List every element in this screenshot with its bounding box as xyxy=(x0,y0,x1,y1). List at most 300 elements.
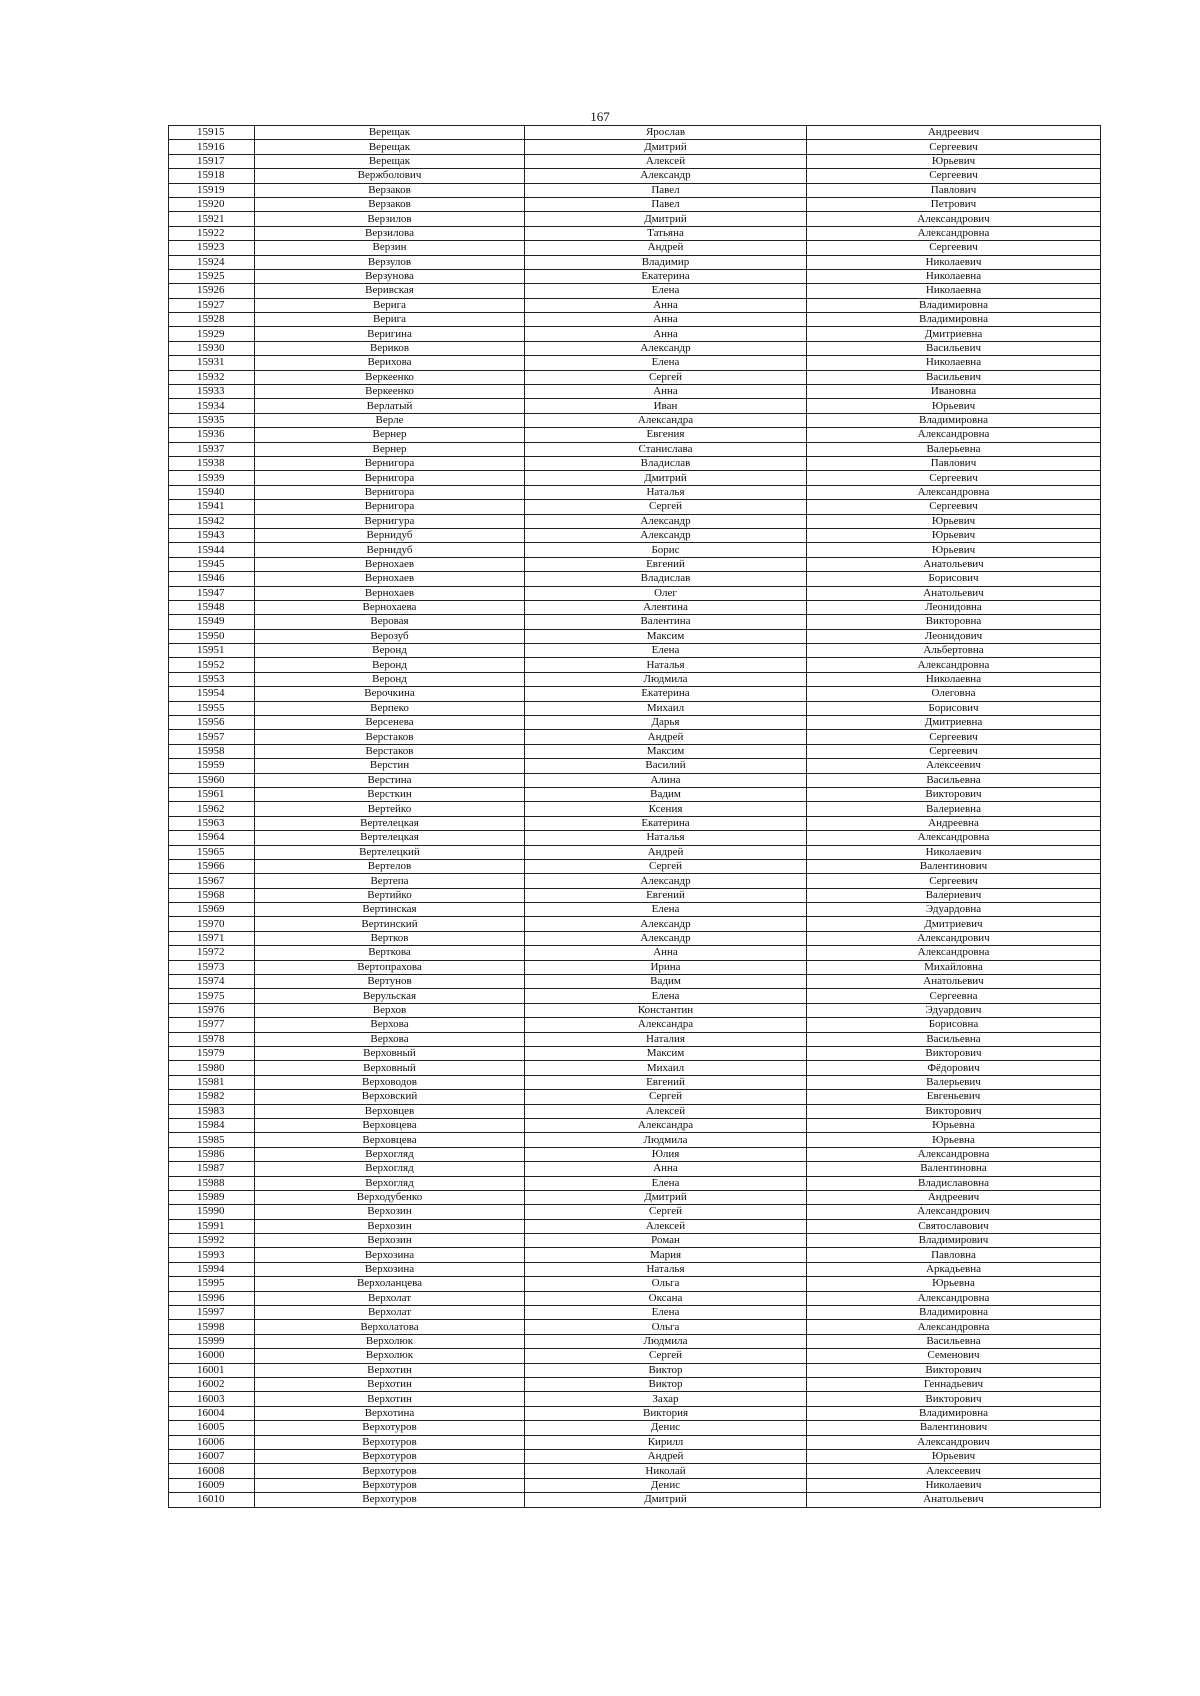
patronymic-cell: Семенович xyxy=(807,1349,1101,1363)
first-name-cell: Алевтина xyxy=(525,600,807,614)
patronymic-cell: Павлович xyxy=(807,456,1101,470)
surname-cell: Верходубенко xyxy=(255,1190,525,1204)
patronymic-cell: Александровна xyxy=(807,485,1101,499)
first-name-cell: Мария xyxy=(525,1248,807,1262)
row-number: 15937 xyxy=(169,442,255,456)
surname-cell: Верзин xyxy=(255,241,525,255)
first-name-cell: Людмила xyxy=(525,672,807,686)
first-name-cell: Сергей xyxy=(525,1090,807,1104)
first-name-cell: Михаил xyxy=(525,701,807,715)
surname-cell: Верзилов xyxy=(255,212,525,226)
surname-cell: Верстина xyxy=(255,773,525,787)
table-row xyxy=(169,1392,1101,1406)
patronymic-cell: Владиславовна xyxy=(807,1176,1101,1190)
table-row xyxy=(169,456,1101,470)
table-row xyxy=(169,1377,1101,1391)
table-row xyxy=(169,356,1101,370)
row-number: 15959 xyxy=(169,759,255,773)
surname-cell: Версткин xyxy=(255,787,525,801)
patronymic-cell: Викторович xyxy=(807,1363,1101,1377)
surname-cell: Верхолюк xyxy=(255,1349,525,1363)
first-name-cell: Олег xyxy=(525,586,807,600)
surname-cell: Вертелецкая xyxy=(255,816,525,830)
table-row xyxy=(169,154,1101,168)
table-row xyxy=(169,1219,1101,1233)
table-row xyxy=(169,773,1101,787)
first-name-cell: Виктор xyxy=(525,1377,807,1391)
first-name-cell: Виктор xyxy=(525,1363,807,1377)
row-number: 15967 xyxy=(169,874,255,888)
table-row xyxy=(169,385,1101,399)
row-number: 15947 xyxy=(169,586,255,600)
first-name-cell: Елена xyxy=(525,903,807,917)
table-row xyxy=(169,1306,1101,1320)
patronymic-cell: Анатольевич xyxy=(807,586,1101,600)
table-row xyxy=(169,1421,1101,1435)
row-number: 15998 xyxy=(169,1320,255,1334)
patronymic-cell: Валентинович xyxy=(807,1421,1101,1435)
patronymic-cell: Сергеевна xyxy=(807,989,1101,1003)
first-name-cell: Вадим xyxy=(525,787,807,801)
patronymic-cell: Николаевна xyxy=(807,356,1101,370)
table-row xyxy=(169,183,1101,197)
first-name-cell: Ярослав xyxy=(525,126,807,140)
row-number: 15920 xyxy=(169,197,255,211)
patronymic-cell: Сергеевич xyxy=(807,874,1101,888)
table-row xyxy=(169,169,1101,183)
patronymic-cell: Викторович xyxy=(807,1047,1101,1061)
patronymic-cell: Викторович xyxy=(807,1392,1101,1406)
first-name-cell: Роман xyxy=(525,1234,807,1248)
surname-cell: Веривская xyxy=(255,284,525,298)
row-number: 16006 xyxy=(169,1435,255,1449)
first-name-cell: Денис xyxy=(525,1421,807,1435)
row-number: 16009 xyxy=(169,1478,255,1492)
table-row xyxy=(169,140,1101,154)
table-row xyxy=(169,802,1101,816)
first-name-cell: Андрей xyxy=(525,730,807,744)
surname-cell: Вернигора xyxy=(255,485,525,499)
row-number: 15975 xyxy=(169,989,255,1003)
surname-cell: Вернохаева xyxy=(255,600,525,614)
surname-cell: Веркеенко xyxy=(255,385,525,399)
table-row xyxy=(169,658,1101,672)
patronymic-cell: Владимировна xyxy=(807,298,1101,312)
table-row xyxy=(169,975,1101,989)
table-row xyxy=(169,1118,1101,1132)
row-number: 15961 xyxy=(169,787,255,801)
table-row xyxy=(169,126,1101,140)
table-row xyxy=(169,759,1101,773)
patronymic-cell: Эдуардович xyxy=(807,1003,1101,1017)
surname-cell: Вертепа xyxy=(255,874,525,888)
patronymic-cell: Анатольевич xyxy=(807,1493,1101,1507)
first-name-cell: Андрей xyxy=(525,845,807,859)
table-row xyxy=(169,888,1101,902)
surname-cell: Вертопрахова xyxy=(255,960,525,974)
table-row xyxy=(169,1162,1101,1176)
first-name-cell: Николай xyxy=(525,1464,807,1478)
row-number: 15946 xyxy=(169,572,255,586)
patronymic-cell: Юрьевич xyxy=(807,154,1101,168)
table-row xyxy=(169,471,1101,485)
table-row xyxy=(169,1435,1101,1449)
first-name-cell: Александра xyxy=(525,1118,807,1132)
first-name-cell: Елена xyxy=(525,989,807,1003)
table-row xyxy=(169,1277,1101,1291)
surname-cell: Верзулов xyxy=(255,255,525,269)
table-row xyxy=(169,816,1101,830)
table-row xyxy=(169,399,1101,413)
row-number: 15993 xyxy=(169,1248,255,1262)
first-name-cell: Сергей xyxy=(525,1205,807,1219)
first-name-cell: Елена xyxy=(525,644,807,658)
row-number: 15949 xyxy=(169,615,255,629)
first-name-cell: Иван xyxy=(525,399,807,413)
patronymic-cell: Николаевич xyxy=(807,1478,1101,1492)
first-name-cell: Дмитрий xyxy=(525,140,807,154)
patronymic-cell: Александрович xyxy=(807,1435,1101,1449)
patronymic-cell: Владимировна xyxy=(807,1406,1101,1420)
first-name-cell: Людмила xyxy=(525,1334,807,1348)
row-number: 15951 xyxy=(169,644,255,658)
patronymic-cell: Николаевна xyxy=(807,672,1101,686)
table-row xyxy=(169,255,1101,269)
table-row xyxy=(169,1291,1101,1305)
first-name-cell: Елена xyxy=(525,1176,807,1190)
row-number: 15927 xyxy=(169,298,255,312)
row-number: 15948 xyxy=(169,600,255,614)
surname-cell: Верига xyxy=(255,313,525,327)
patronymic-cell: Викторовна xyxy=(807,615,1101,629)
table-row xyxy=(169,572,1101,586)
row-number: 15978 xyxy=(169,1032,255,1046)
row-number: 15971 xyxy=(169,931,255,945)
row-number: 15964 xyxy=(169,831,255,845)
table-row xyxy=(169,1061,1101,1075)
row-number: 15945 xyxy=(169,557,255,571)
row-number: 15925 xyxy=(169,269,255,283)
row-number: 15942 xyxy=(169,514,255,528)
first-name-cell: Елена xyxy=(525,284,807,298)
first-name-cell: Александр xyxy=(525,169,807,183)
table-row xyxy=(169,226,1101,240)
patronymic-cell: Альбертовна xyxy=(807,644,1101,658)
first-name-cell: Елена xyxy=(525,356,807,370)
row-number: 15974 xyxy=(169,975,255,989)
table-row xyxy=(169,586,1101,600)
row-number: 16005 xyxy=(169,1421,255,1435)
table-row xyxy=(169,341,1101,355)
table-row xyxy=(169,1449,1101,1463)
patronymic-cell: Сергеевич xyxy=(807,730,1101,744)
patronymic-cell: Александровна xyxy=(807,658,1101,672)
patronymic-cell: Олеговна xyxy=(807,687,1101,701)
row-number: 15933 xyxy=(169,385,255,399)
row-number: 15956 xyxy=(169,716,255,730)
surname-cell: Верхотин xyxy=(255,1377,525,1391)
table-row xyxy=(169,1205,1101,1219)
surname-cell: Верхотуров xyxy=(255,1493,525,1507)
row-number: 15932 xyxy=(169,370,255,384)
table-row xyxy=(169,1018,1101,1032)
first-name-cell: Евгения xyxy=(525,428,807,442)
surname-cell: Верхозина xyxy=(255,1262,525,1276)
surname-cell: Верозуб xyxy=(255,629,525,643)
table-row xyxy=(169,1047,1101,1061)
patronymic-cell: Валерьевич xyxy=(807,1075,1101,1089)
patronymic-cell: Викторович xyxy=(807,787,1101,801)
patronymic-cell: Михайловна xyxy=(807,960,1101,974)
surname-cell: Версенева xyxy=(255,716,525,730)
table-row xyxy=(169,730,1101,744)
surname-cell: Верховцев xyxy=(255,1104,525,1118)
register-table xyxy=(168,125,1101,1508)
row-number: 15919 xyxy=(169,183,255,197)
row-number: 15995 xyxy=(169,1277,255,1291)
table-row xyxy=(169,413,1101,427)
patronymic-cell: Александрович xyxy=(807,212,1101,226)
row-number: 15954 xyxy=(169,687,255,701)
first-name-cell: Александра xyxy=(525,413,807,427)
row-number: 15915 xyxy=(169,126,255,140)
patronymic-cell: Васильевна xyxy=(807,1334,1101,1348)
table-row xyxy=(169,557,1101,571)
surname-cell: Верхогляд xyxy=(255,1176,525,1190)
row-number: 15968 xyxy=(169,888,255,902)
first-name-cell: Александр xyxy=(525,917,807,931)
surname-cell: Верочкина xyxy=(255,687,525,701)
page-number: 167 xyxy=(590,109,610,124)
table-row xyxy=(169,543,1101,557)
first-name-cell: Александр xyxy=(525,931,807,945)
row-number: 16007 xyxy=(169,1449,255,1463)
table-row xyxy=(169,1406,1101,1420)
table-row xyxy=(169,644,1101,658)
table-row xyxy=(169,298,1101,312)
first-name-cell: Анна xyxy=(525,946,807,960)
patronymic-cell: Анатольевич xyxy=(807,975,1101,989)
surname-cell: Вертелов xyxy=(255,859,525,873)
table-row xyxy=(169,1147,1101,1161)
first-name-cell: Алексей xyxy=(525,1219,807,1233)
surname-cell: Верхотин xyxy=(255,1392,525,1406)
first-name-cell: Екатерина xyxy=(525,816,807,830)
row-number: 15917 xyxy=(169,154,255,168)
table-row xyxy=(169,269,1101,283)
first-name-cell: Дмитрий xyxy=(525,471,807,485)
surname-cell: Верстаков xyxy=(255,744,525,758)
first-name-cell: Василий xyxy=(525,759,807,773)
row-number: 15966 xyxy=(169,859,255,873)
surname-cell: Верхолат xyxy=(255,1291,525,1305)
table-row xyxy=(169,1363,1101,1377)
patronymic-cell: Александровна xyxy=(807,1147,1101,1161)
patronymic-cell: Александрович xyxy=(807,931,1101,945)
patronymic-cell: Юрьевна xyxy=(807,1133,1101,1147)
row-number: 15957 xyxy=(169,730,255,744)
row-number: 15992 xyxy=(169,1234,255,1248)
patronymic-cell: Юрьевич xyxy=(807,399,1101,413)
first-name-cell: Сергей xyxy=(525,370,807,384)
surname-cell: Верхозин xyxy=(255,1205,525,1219)
row-number: 16000 xyxy=(169,1349,255,1363)
row-number: 15943 xyxy=(169,528,255,542)
row-number: 15960 xyxy=(169,773,255,787)
row-number: 15976 xyxy=(169,1003,255,1017)
surname-cell: Верхотин xyxy=(255,1363,525,1377)
table-row xyxy=(169,1190,1101,1204)
row-number: 15936 xyxy=(169,428,255,442)
surname-cell: Верхоланцева xyxy=(255,1277,525,1291)
surname-cell: Верховцева xyxy=(255,1118,525,1132)
patronymic-cell: Валентинович xyxy=(807,859,1101,873)
row-number: 15931 xyxy=(169,356,255,370)
row-number: 15922 xyxy=(169,226,255,240)
surname-cell: Вернигора xyxy=(255,500,525,514)
row-number: 16010 xyxy=(169,1493,255,1507)
surname-cell: Вернер xyxy=(255,442,525,456)
surname-cell: Верхова xyxy=(255,1018,525,1032)
row-number: 15981 xyxy=(169,1075,255,1089)
table-row xyxy=(169,284,1101,298)
table-row xyxy=(169,931,1101,945)
patronymic-cell: Юрьевич xyxy=(807,1449,1101,1463)
table-row xyxy=(169,327,1101,341)
patronymic-cell: Александровна xyxy=(807,946,1101,960)
surname-cell: Вернохаев xyxy=(255,586,525,600)
surname-cell: Вертелецкая xyxy=(255,831,525,845)
first-name-cell: Валентина xyxy=(525,615,807,629)
surname-cell: Верзаков xyxy=(255,183,525,197)
first-name-cell: Елена xyxy=(525,1306,807,1320)
row-number: 15958 xyxy=(169,744,255,758)
surname-cell: Верзилова xyxy=(255,226,525,240)
patronymic-cell: Леонидовна xyxy=(807,600,1101,614)
row-number: 15965 xyxy=(169,845,255,859)
patronymic-cell: Эдуардовна xyxy=(807,903,1101,917)
first-name-cell: Владислав xyxy=(525,456,807,470)
first-name-cell: Людмила xyxy=(525,1133,807,1147)
row-number: 15970 xyxy=(169,917,255,931)
first-name-cell: Дарья xyxy=(525,716,807,730)
first-name-cell: Анна xyxy=(525,327,807,341)
first-name-cell: Павел xyxy=(525,197,807,211)
patronymic-cell: Дмитриевич xyxy=(807,917,1101,931)
row-number: 15973 xyxy=(169,960,255,974)
row-number: 15991 xyxy=(169,1219,255,1233)
row-number: 15979 xyxy=(169,1047,255,1061)
table-row xyxy=(169,442,1101,456)
table-row xyxy=(169,1090,1101,1104)
table-row xyxy=(169,615,1101,629)
patronymic-cell: Владимировна xyxy=(807,313,1101,327)
row-number: 15989 xyxy=(169,1190,255,1204)
patronymic-cell: Дмитриевна xyxy=(807,327,1101,341)
row-number: 15999 xyxy=(169,1334,255,1348)
row-number: 15953 xyxy=(169,672,255,686)
patronymic-cell: Юрьевна xyxy=(807,1118,1101,1132)
patronymic-cell: Васильевна xyxy=(807,773,1101,787)
surname-cell: Вертейко xyxy=(255,802,525,816)
row-number: 15996 xyxy=(169,1291,255,1305)
patronymic-cell: Валентиновна xyxy=(807,1162,1101,1176)
first-name-cell: Наталья xyxy=(525,485,807,499)
surname-cell: Верховцева xyxy=(255,1133,525,1147)
first-name-cell: Татьяна xyxy=(525,226,807,240)
surname-cell: Вернер xyxy=(255,428,525,442)
surname-cell: Вертинская xyxy=(255,903,525,917)
first-name-cell: Екатерина xyxy=(525,269,807,283)
surname-cell: Вертийко xyxy=(255,888,525,902)
patronymic-cell: Александровна xyxy=(807,428,1101,442)
first-name-cell: Ольга xyxy=(525,1277,807,1291)
patronymic-cell: Васильевна xyxy=(807,1032,1101,1046)
surname-cell: Верхозин xyxy=(255,1234,525,1248)
surname-cell: Вериков xyxy=(255,341,525,355)
first-name-cell: Наталья xyxy=(525,1262,807,1276)
table-row xyxy=(169,744,1101,758)
row-number: 15924 xyxy=(169,255,255,269)
surname-cell: Верлатый xyxy=(255,399,525,413)
row-number: 15935 xyxy=(169,413,255,427)
patronymic-cell: Сергеевич xyxy=(807,500,1101,514)
first-name-cell: Александр xyxy=(525,514,807,528)
patronymic-cell: Андреевич xyxy=(807,1190,1101,1204)
first-name-cell: Захар xyxy=(525,1392,807,1406)
patronymic-cell: Александровна xyxy=(807,1291,1101,1305)
surname-cell: Верхотуров xyxy=(255,1478,525,1492)
table-row xyxy=(169,859,1101,873)
table-row xyxy=(169,1248,1101,1262)
first-name-cell: Дмитрий xyxy=(525,1190,807,1204)
first-name-cell: Владимир xyxy=(525,255,807,269)
table-row xyxy=(169,212,1101,226)
table-row xyxy=(169,1234,1101,1248)
row-number: 15990 xyxy=(169,1205,255,1219)
table-row xyxy=(169,903,1101,917)
surname-cell: Верзунова xyxy=(255,269,525,283)
row-number: 15986 xyxy=(169,1147,255,1161)
patronymic-cell: Владимирович xyxy=(807,1234,1101,1248)
patronymic-cell: Петрович xyxy=(807,197,1101,211)
patronymic-cell: Сергеевич xyxy=(807,140,1101,154)
patronymic-cell: Святославович xyxy=(807,1219,1101,1233)
surname-cell: Веровая xyxy=(255,615,525,629)
row-number: 15977 xyxy=(169,1018,255,1032)
row-number: 15929 xyxy=(169,327,255,341)
row-number: 15983 xyxy=(169,1104,255,1118)
table-row xyxy=(169,1032,1101,1046)
patronymic-cell: Александровна xyxy=(807,1320,1101,1334)
first-name-cell: Андрей xyxy=(525,1449,807,1463)
first-name-cell: Сергей xyxy=(525,859,807,873)
surname-cell: Верле xyxy=(255,413,525,427)
surname-cell: Вернигура xyxy=(255,514,525,528)
row-number: 15950 xyxy=(169,629,255,643)
first-name-cell: Станислава xyxy=(525,442,807,456)
row-number: 15994 xyxy=(169,1262,255,1276)
patronymic-cell: Сергеевич xyxy=(807,471,1101,485)
first-name-cell: Александр xyxy=(525,341,807,355)
first-name-cell: Вадим xyxy=(525,975,807,989)
first-name-cell: Михаил xyxy=(525,1061,807,1075)
surname-cell: Веронд xyxy=(255,644,525,658)
first-name-cell: Сергей xyxy=(525,500,807,514)
patronymic-cell: Борисовна xyxy=(807,1018,1101,1032)
surname-cell: Верстаков xyxy=(255,730,525,744)
row-number: 15952 xyxy=(169,658,255,672)
